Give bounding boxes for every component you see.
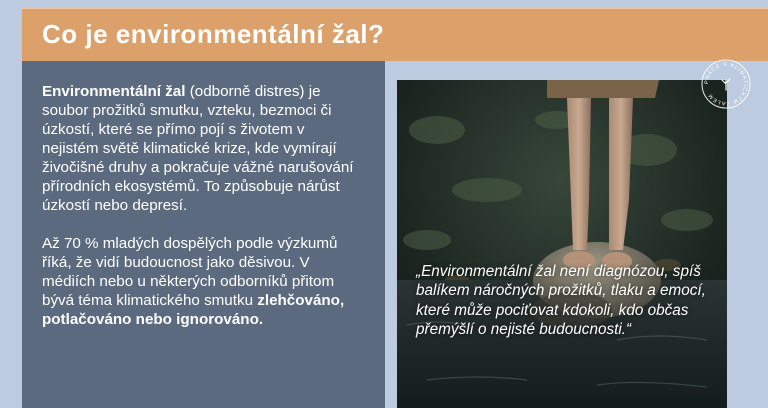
statistics-text: Až 70 % mladých dospělých podle výzkumů říká, že vidí budoucnost jako děsivou. V médiích nebo u některých odborníků přitom bývá téma klimatického smutku: [42, 235, 338, 309]
emphasis-highlight: zlehčováno, potlačováno nebo ignorováno.: [42, 292, 345, 328]
definition-text: (odborně distres) je soubor prožitků smutku, vzteku, bezmoci či úzkostí, které se přímo pojí s životem v nejistém světě klimatické krize, kde vymírají živočišné druhy a pokračuje vážné narušování přírodních ekosystémů. To způsobuje nárůst úzkostí nebo depresí.: [42, 83, 354, 214]
page-title: Co je environmentální žal?: [42, 19, 385, 49]
paragraph-statistics: [42, 234, 364, 329]
seal-logo: [700, 58, 752, 110]
sprout-icon: [722, 79, 730, 90]
body-text: [42, 82, 364, 329]
photo-feet-on-stone: [397, 80, 727, 408]
term-highlight: Environmentální žal: [42, 83, 186, 100]
seal-text: PRÁCE S KLIMATICKÝM ŽALEM: [703, 61, 749, 107]
paragraph-definition: [42, 82, 364, 215]
quote-text: „Environmentální žal není diagnózou, spíš balíkem náročných prožitků, tlaku a emocí, které může pociťovat kdokoli, kdo občas přemýšlí o nejisté budoucnosti.“: [416, 263, 706, 338]
